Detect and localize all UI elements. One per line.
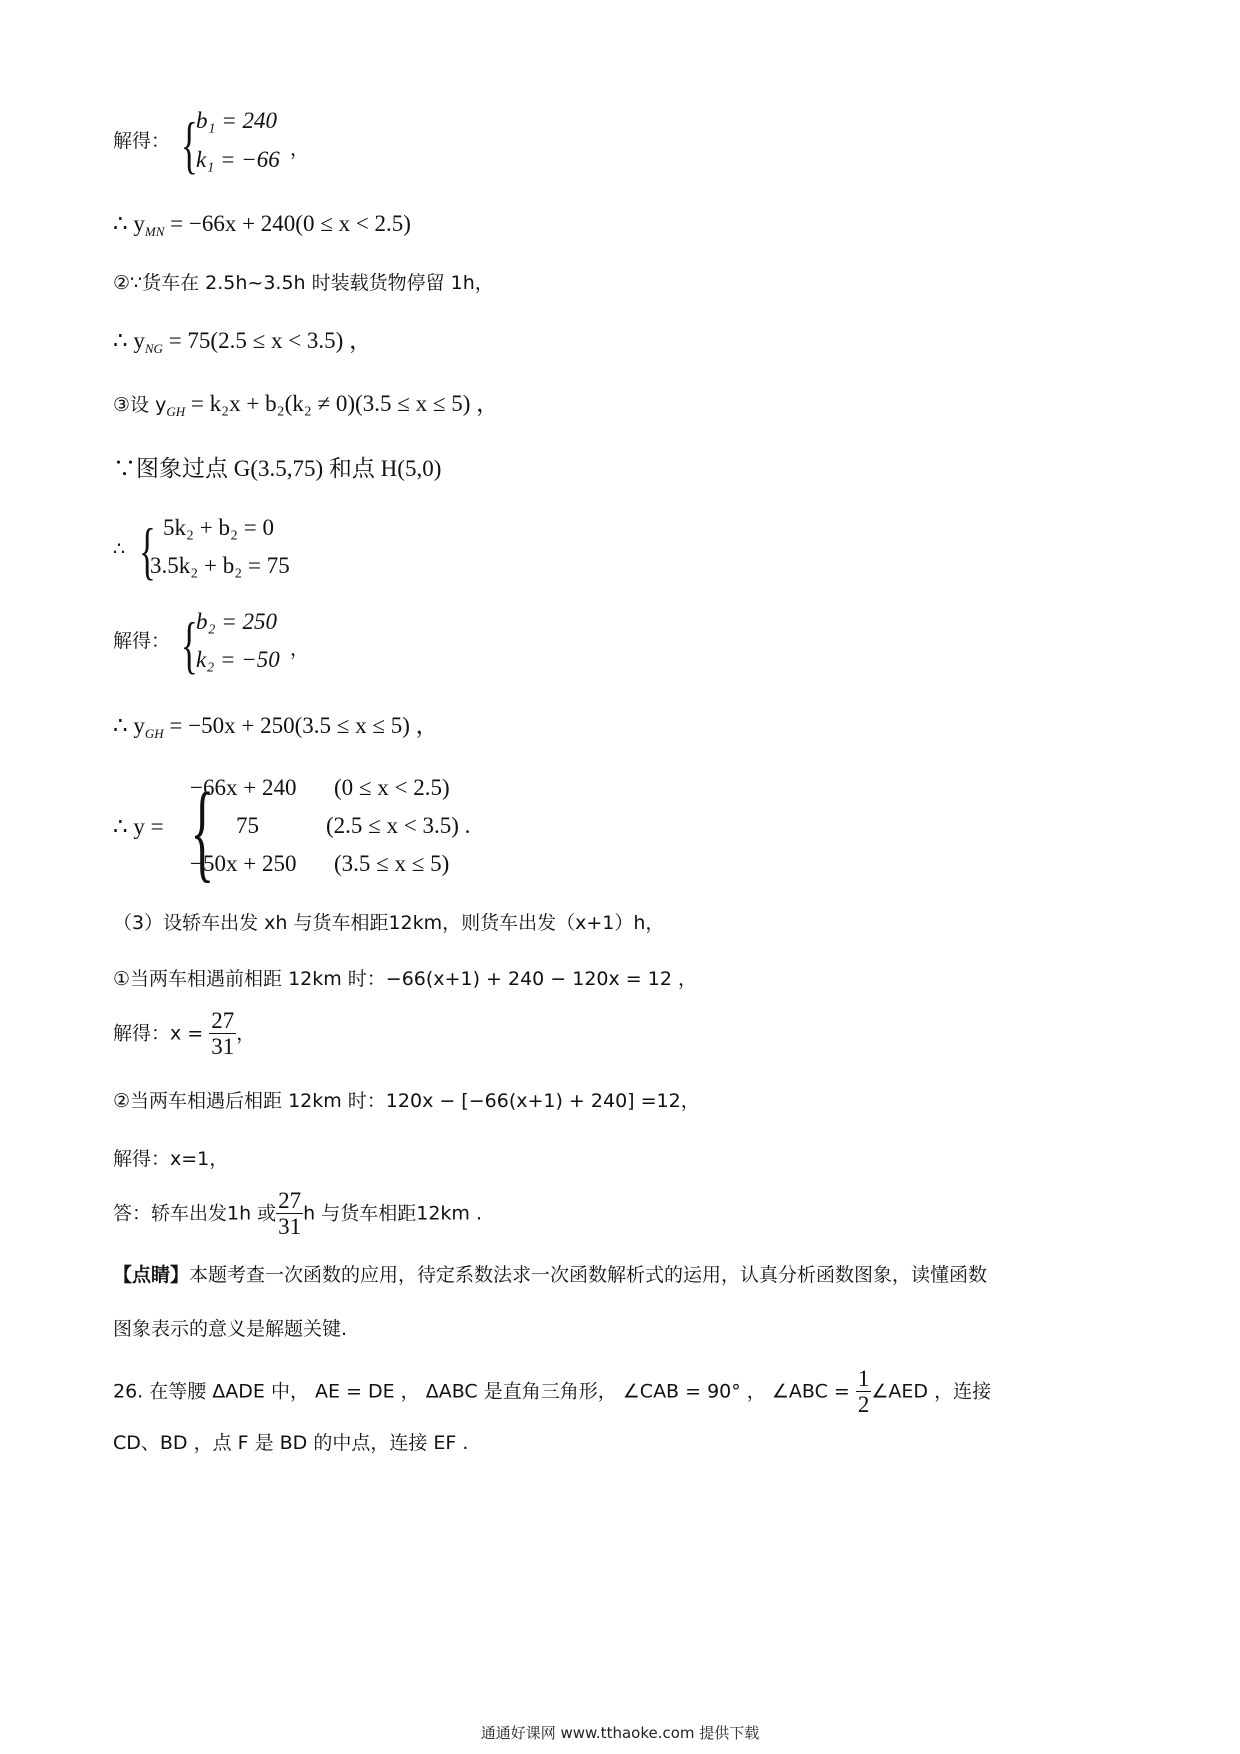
problem-26-text-a: 26. 在等腰 ΔADE 中， AE = DE ， ΔABC 是直角三角形， ∠CAB = 90° ， ∠ABC = <box>113 1380 856 1403</box>
brace-2: { <box>138 515 156 586</box>
fraction-b-numerator: 27 <box>278 1188 302 1213</box>
case-1-solution-tail: ， <box>236 1022 256 1045</box>
key-point-heading: 【点睛】 <box>113 1264 190 1286</box>
therefore-y-gh: ∴ y <box>113 713 145 738</box>
problem-26-line-1 <box>113 1366 991 1418</box>
equation-y-mn <box>113 210 411 240</box>
brace-3: { <box>180 609 198 680</box>
equation-y-gh-setup <box>113 390 499 420</box>
half-numerator: 1 <box>857 1366 870 1391</box>
piecewise-row-1-expr: −66x + 240 <box>190 775 297 800</box>
case-1-equation: ①当两车相遇前相距 12km 时：−66(x+1) + 240 − 120x = 12 ， <box>113 968 697 990</box>
case-2-equation: ②当两车相遇后相距 12km 时：120x − [−66(x+1) + 240] =12， <box>113 1090 700 1112</box>
solve-label-1: 解得： <box>113 130 171 152</box>
system-1-row-2: k₁ = −66 <box>196 147 280 172</box>
answer-part-a: 答：轿车出发1h 或 <box>113 1202 277 1225</box>
y-gh-rest: = −50x + 250(3.5 ≤ x ≤ 5) ， <box>163 713 439 738</box>
sub-gh-1: GH <box>166 404 186 419</box>
system-2-row-2: 3.5k₂ + b₂ = 75 <box>150 553 290 578</box>
page-footer: 通通好课网 www.tthaoke.com 提供下载 <box>480 1724 760 1742</box>
problem-26-text-b: ∠AED ，连接 <box>871 1380 992 1403</box>
therefore-y-ng: ∴ y <box>113 328 145 353</box>
therefore-label-system-2: ∴ <box>113 538 126 560</box>
brace-piecewise: { <box>190 770 215 892</box>
therefore-y-mn: ∴ y <box>113 211 145 236</box>
system-2-row-1: 5k₂ + b₂ = 0 <box>163 515 274 540</box>
answer-line <box>113 1188 482 1240</box>
case-1-solution <box>113 1008 255 1060</box>
solve-label-2: 解得： <box>113 630 171 652</box>
system-3-tail: ， <box>290 638 310 660</box>
equation-y-ng <box>113 327 372 357</box>
piecewise-row-2-range: (2.5 ≤ x < 3.5) . <box>326 813 471 838</box>
system-1-tail: ， <box>290 138 310 160</box>
y-ng-rest: = 75(2.5 ≤ x < 3.5) ， <box>162 328 373 353</box>
brace-1: { <box>180 109 198 180</box>
truck-stop-note: ②∵货车在 2.5h~3.5h 时装载货物停留 1h， <box>113 272 494 294</box>
equation-y-gh <box>113 712 439 742</box>
fraction-a-denominator: 31 <box>211 1034 235 1060</box>
key-point-paragraph-cont: 图象表示的意义是解题关键. <box>113 1318 348 1340</box>
sub-mn: MN <box>144 224 165 239</box>
key-point-paragraph <box>113 1264 987 1287</box>
points-g-h: ∵图象过点 G(3.5,75) 和点 H(5,0) <box>113 456 442 481</box>
y-mn-rest: = −66x + 240(0 ≤ x < 2.5) <box>164 211 411 236</box>
piecewise-row-2-expr: 75 <box>236 813 259 838</box>
y-gh-setup-rest: = k₂x + b₂(k₂ ≠ 0)(3.5 ≤ x ≤ 5) ， <box>185 391 500 416</box>
part-3-setup: （3）设轿车出发 xh 与货车相距12km，则货车出发（x+1）h， <box>113 912 665 934</box>
sub-gh-2: GH <box>144 726 164 741</box>
case-2-solution: 解得：x=1， <box>113 1148 229 1170</box>
fraction-a-numerator: 27 <box>211 1008 235 1033</box>
case-1-solution-label: 解得：x = <box>113 1022 210 1045</box>
piecewise-row-3-range: (3.5 ≤ x ≤ 5) <box>334 851 450 876</box>
half-denominator: 2 <box>857 1392 870 1418</box>
fraction-one-half <box>856 1366 872 1418</box>
piecewise-row-3-expr: −50x + 250 <box>190 851 297 876</box>
sub-ng: NG <box>144 341 163 356</box>
piecewise-label: ∴ y = <box>113 814 164 839</box>
set-y-gh: ③设 y <box>113 394 167 416</box>
fraction-27-31-a <box>209 1008 236 1060</box>
piecewise-row-1-range: (0 ≤ x < 2.5) <box>334 775 450 800</box>
fraction-27-31-b <box>276 1188 303 1240</box>
problem-26-line-2: CD、BD ，点 F 是 BD 的中点，连接 EF . <box>113 1432 469 1454</box>
system-3-row-1: b₂ = 250 <box>196 609 278 634</box>
system-3-row-2: k₂ = −50 <box>196 647 280 672</box>
fraction-b-denominator: 31 <box>278 1214 302 1240</box>
system-1-row-1: b₁ = 240 <box>196 108 278 133</box>
answer-part-b: h 与货车相距12km . <box>303 1202 483 1225</box>
key-point-text: 本题考查一次函数的应用，待定系数法求一次函数解析式的运用，认真分析函数图象，读懂函数 <box>189 1264 988 1286</box>
